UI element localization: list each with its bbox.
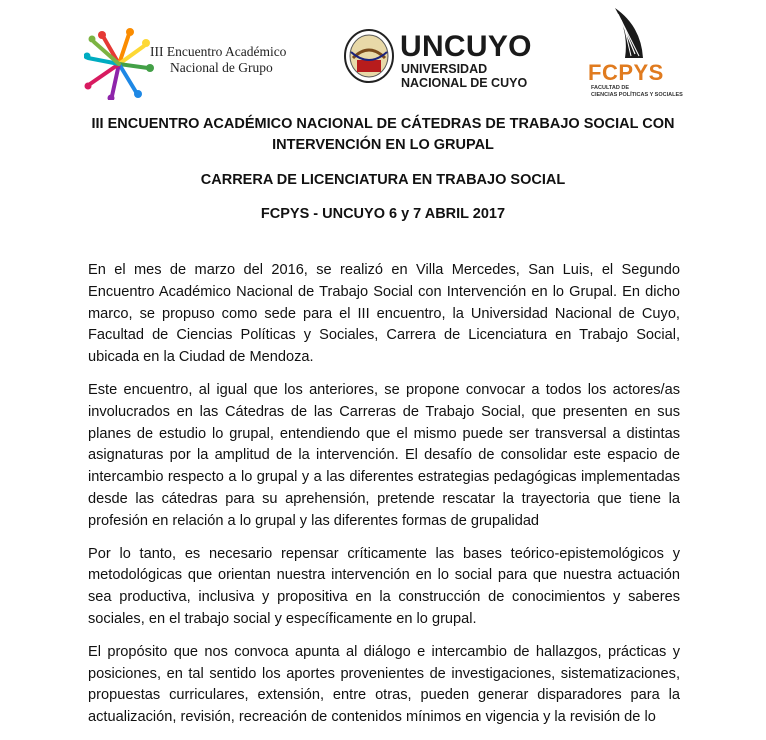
encuentro-logo bbox=[84, 28, 294, 100]
uncuyo-seal-icon bbox=[343, 28, 395, 84]
fcpys-name: FCPYS bbox=[588, 60, 664, 85]
sail-icon bbox=[585, 6, 655, 62]
document-title: III ENCUENTRO ACADÉMICO NACIONAL DE CÁTEDRAS DE TRABAJO SOCIAL CON INTERVENCIÓN EN LO GRUPAL bbox=[91, 116, 675, 153]
colorful-figures-icon bbox=[84, 28, 154, 100]
paragraph: Por lo tanto, es necesario repensar críticamente las bases teórico-epistemológicos y metodológicas que orientan nuestra intervención en lo social para que nuestra actuación sea productiva, inclusiva y propositiva en la construcción de conocimientos y saberes sociales, en el trabajo social y específicamente en lo grupal. bbox=[88, 545, 680, 627]
fcpys-subtitle bbox=[591, 85, 683, 98]
header-logos bbox=[0, 0, 766, 100]
uncuyo-subtitle bbox=[401, 62, 527, 90]
career-title: CARRERA DE LICENCIATURA EN TRABAJO SOCIAL bbox=[200, 172, 566, 188]
document-titles bbox=[0, 114, 766, 224]
paragraph: En el mes de marzo del 2016, se realizó en Villa Mercedes, San Luis, el Segundo Encuentro Académico Nacional de Trabajo Social con Intervención en lo Grupal. En dicho marco, se propuso como sede para el III encuentro, la Universidad Nacional de Cuyo, Facultad de Ciencias Políticas y Sociales, Carrera de Licenciatura en Trabajo Social, ubicada en la Ciudad de Mendoza. bbox=[88, 262, 680, 366]
encuentro-logo-text bbox=[150, 44, 286, 76]
uncuyo-name: UNCUYO bbox=[400, 30, 532, 63]
document-body bbox=[88, 260, 680, 740]
event-date-title: FCPYS - UNCUYO 6 y 7 ABRIL 2017 bbox=[260, 206, 506, 222]
uncuyo-logo bbox=[343, 28, 533, 88]
fcpys-sub-line2: CIENCIAS POLÍTICAS Y SOCIALES bbox=[591, 91, 683, 98]
encuentro-logo-line1: III Encuentro Académico bbox=[150, 44, 287, 59]
fcpys-logo bbox=[585, 6, 705, 100]
uncuyo-sub-line2: NACIONAL DE CUYO bbox=[401, 76, 528, 90]
fcpys-sub-line1: FACULTAD DE bbox=[591, 85, 629, 91]
uncuyo-sub-line1: UNIVERSIDAD bbox=[401, 62, 488, 76]
encuentro-logo-line2: Nacional de Grupo bbox=[170, 60, 273, 75]
paragraph: Este encuentro, al igual que los anteriores, se propone convocar a todos los actores/as involucrados en las Cátedras de las Carreras de Trabajo Social, que presenten en sus planes de estudio lo grupal, entendiendo que el mismo puede ser transversal a distintas asignaturas por la amplitud de la intervención. El desafío de consolidar este espacio de intercambio respecto a lo grupal y a las diferentes estrategias pedagógicas implementadas desde las cátedras para su aprehensión, pretende rescatar la trayectoria que tiene la profesión en relación a lo grupal y las diferentes formas de grupalidad bbox=[88, 381, 680, 529]
paragraph: El propósito que nos convoca apunta al diálogo e intercambio de hallazgos, prácticas y posiciones, en tal sentido los aportes provenientes de investigaciones, sistematizaciones, propuestas curriculares, extensión, entre otras, pueden generar disparadores para la actualización, revisión, recreación de contenidos mínimos en vigencia y la revisión de lo bbox=[88, 643, 680, 726]
